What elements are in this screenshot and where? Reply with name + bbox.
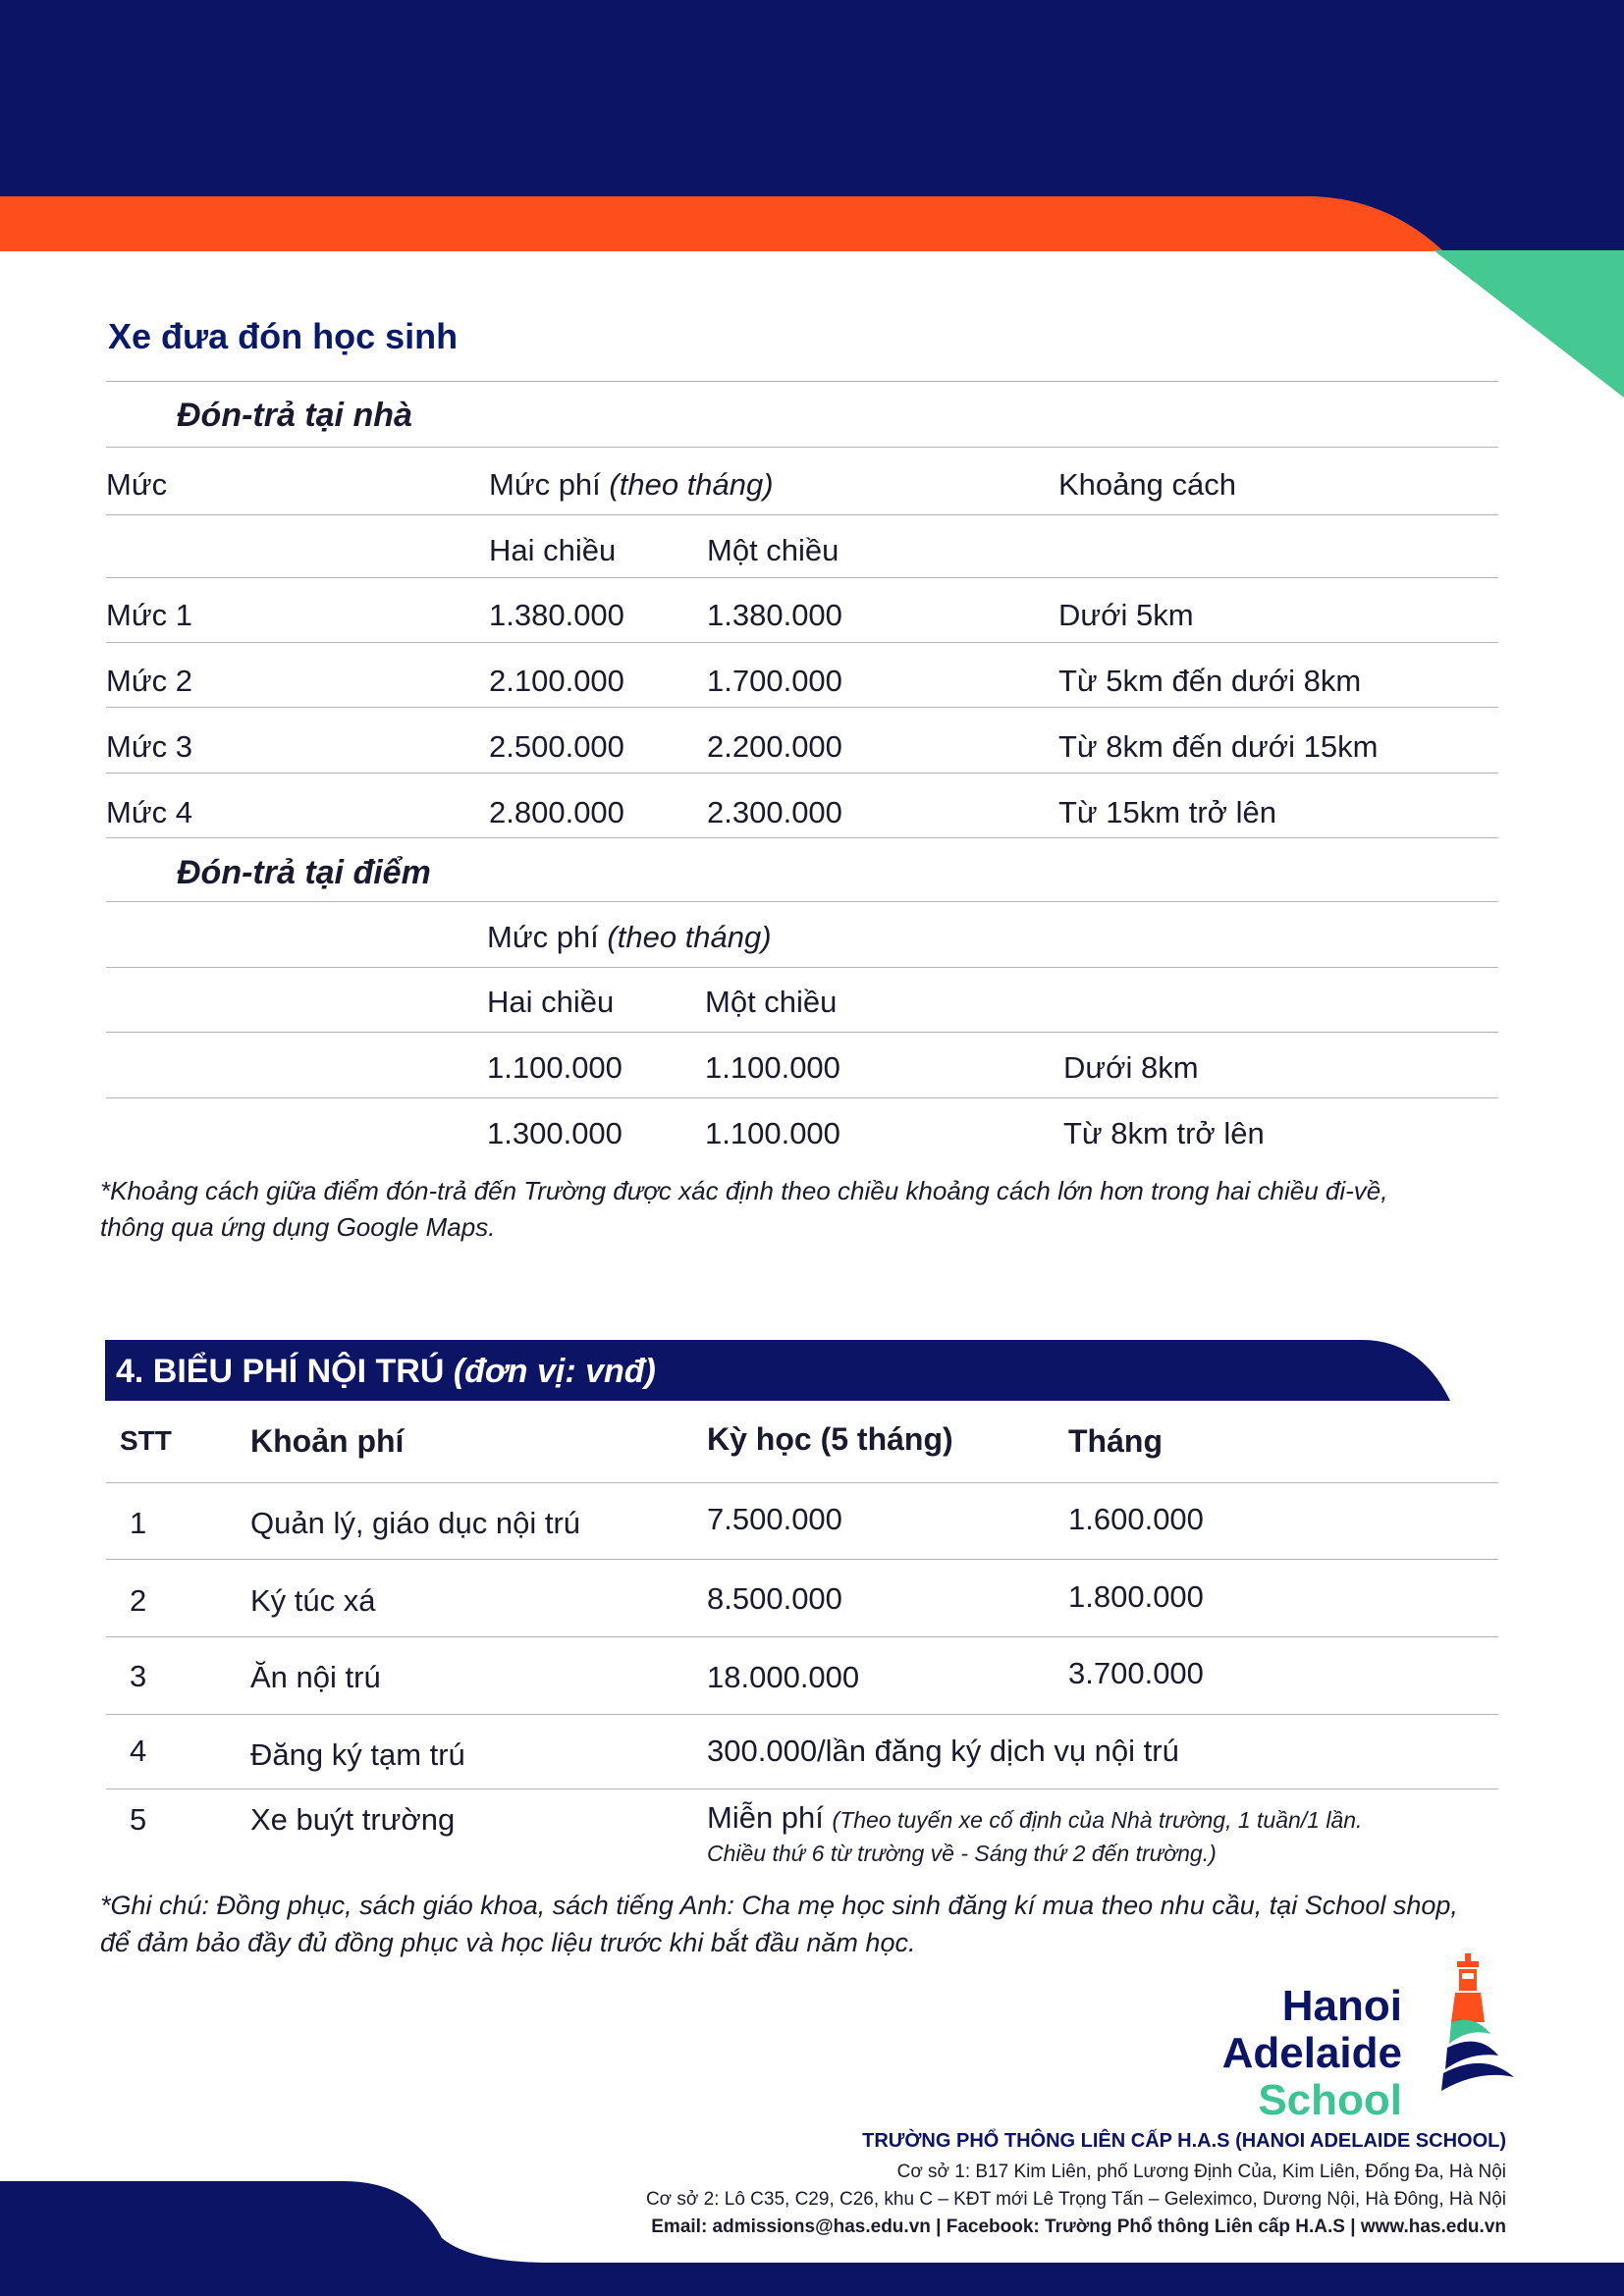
table-cell: 1.100.000 bbox=[487, 1050, 623, 1085]
table-cell: Mức 2 bbox=[106, 664, 192, 698]
col-two-way-header: Hai chiều bbox=[489, 533, 617, 567]
boarding-title-text: 4. BIỂU PHÍ NỘI TRÚ bbox=[116, 1353, 445, 1390]
table-cell: Dưới 8km bbox=[1063, 1050, 1199, 1085]
table-cell: 8.500.000 bbox=[707, 1581, 842, 1616]
table-cell: Quản lý, giáo dục nội trú bbox=[250, 1506, 581, 1540]
table-cell: Ký túc xá bbox=[250, 1583, 376, 1618]
divider bbox=[106, 967, 1498, 968]
table-cell: 3.700.000 bbox=[1068, 1656, 1204, 1690]
point-col-fee-unit: (theo tháng) bbox=[607, 920, 772, 954]
table-cell: Từ 15km trở lên bbox=[1058, 795, 1276, 829]
table-cell: 1.100.000 bbox=[705, 1050, 840, 1085]
col-distance-header: Khoảng cách bbox=[1058, 467, 1236, 502]
table-cell: 1.700.000 bbox=[707, 664, 842, 698]
lighthouse-icon bbox=[1435, 1953, 1514, 2101]
table-cell: 2.500.000 bbox=[489, 729, 624, 764]
bus-free-value: Miễn phí bbox=[707, 1800, 824, 1835]
divider bbox=[106, 837, 1498, 838]
footer-school-name: TRƯỜNG PHỔ THÔNG LIÊN CẤP H.A.S (HANOI ADELAIDE SCHOOL) bbox=[862, 2130, 1506, 2152]
table-cell: 3 bbox=[130, 1659, 147, 1693]
table-cell: Mức 1 bbox=[106, 598, 192, 632]
divider bbox=[106, 707, 1498, 708]
col-fee-header bbox=[489, 467, 774, 503]
table-cell: 1.100.000 bbox=[705, 1116, 840, 1150]
header-decoration bbox=[0, 0, 1624, 255]
header-item: Khoản phí bbox=[250, 1423, 405, 1459]
point-col-fee-label: Mức phí bbox=[487, 920, 599, 954]
bus-free-detail: Chiều thứ 6 từ trường về - Sáng thứ 2 đến trường.) bbox=[707, 1841, 1217, 1866]
boarding-note-line: để đảm bảo đầy đủ đồng phục và học liệu trước khi bắt đầu năm học. bbox=[100, 1928, 916, 1957]
divider bbox=[106, 1097, 1498, 1098]
table-cell: 18.000.000 bbox=[707, 1660, 860, 1694]
header-stt: STT bbox=[120, 1425, 172, 1456]
teal-corner-shape bbox=[1434, 250, 1624, 400]
table-cell: 2.200.000 bbox=[707, 729, 842, 764]
bus-note-line: thông qua ứng dụng Google Maps. bbox=[100, 1212, 496, 1242]
table-cell: Mức 4 bbox=[106, 795, 192, 829]
table-cell: 2 bbox=[130, 1583, 147, 1618]
table-cell: Từ 8km trở lên bbox=[1063, 1116, 1265, 1150]
footer-campus2: Cơ sở 2: Lô C35, C29, C26, khu C – KĐT mới Lê Trọng Tấn – Geleximco, Dương Nội, Hà Đông, Hà Nội bbox=[645, 2189, 1506, 2210]
point-col-two-way-header: Hai chiều bbox=[487, 985, 615, 1019]
boarding-title-unit: (đơn vị: vnđ) bbox=[453, 1353, 656, 1390]
col-fee-unit: (theo tháng) bbox=[609, 467, 774, 502]
table-cell: Ăn nội trú bbox=[250, 1660, 381, 1694]
table-cell: 2.100.000 bbox=[489, 664, 624, 698]
table-cell: Từ 5km đến dưới 8km bbox=[1058, 664, 1362, 698]
table-cell: 2.300.000 bbox=[707, 795, 842, 829]
divider bbox=[106, 901, 1498, 902]
table-cell: Xe buýt trường bbox=[250, 1802, 456, 1837]
bus-note-line: *Khoảng cách giữa điểm đón-trả đến Trường được xác định theo chiều khoảng cách lớn hơn trong hai chiều đi-về, bbox=[100, 1176, 1388, 1205]
point-col-fee-header bbox=[487, 920, 772, 955]
table-cell: 7.500.000 bbox=[707, 1502, 842, 1536]
col-one-way-header: Một chiều bbox=[707, 533, 839, 567]
table-cell: Từ 8km đến dưới 15km bbox=[1058, 729, 1379, 764]
divider bbox=[106, 514, 1498, 515]
table-cell bbox=[707, 1802, 1362, 1869]
divider bbox=[106, 577, 1498, 578]
boarding-note-line: *Ghi chú: Đồng phục, sách giáo khoa, sách tiếng Anh: Cha mẹ học sinh đăng kí mua theo nhu cầu, tại School shop, bbox=[100, 1891, 1458, 1920]
logo-school: School bbox=[1258, 2076, 1402, 2124]
table-cell: 1 bbox=[130, 1506, 147, 1540]
bus-free-detail: (Theo tuyến xe cố định của Nhà trường, 1 tuần/1 lần. bbox=[832, 1807, 1363, 1833]
header-month: Tháng bbox=[1068, 1423, 1163, 1459]
divider bbox=[106, 1636, 1498, 1637]
table-cell: 1.600.000 bbox=[1068, 1502, 1204, 1536]
footer-campus1: Cơ sở 1: B17 Kim Liên, phố Lương Định Của, Kim Liên, Đống Đa, Hà Nội bbox=[896, 2162, 1506, 2182]
bus-section-title: Xe đưa đón học sinh bbox=[108, 316, 459, 356]
boarding-note bbox=[100, 1887, 1458, 1961]
divider bbox=[106, 381, 1498, 382]
divider bbox=[106, 1032, 1498, 1033]
point-col-one-way-header: Một chiều bbox=[705, 985, 838, 1019]
school-logo bbox=[1221, 1953, 1512, 2124]
divider bbox=[106, 773, 1498, 774]
header-term: Kỳ học (5 tháng) bbox=[707, 1421, 953, 1457]
bus-note bbox=[100, 1173, 1387, 1246]
col-level-header: Mức bbox=[106, 467, 168, 502]
footer-contact: Email: admissions@has.edu.vn | Facebook: Trường Phổ thông Liên cấp H.A.S | www.has.edu.vn bbox=[651, 2216, 1506, 2237]
table-cell: 1.300.000 bbox=[487, 1116, 623, 1150]
table-cell: 5 bbox=[130, 1802, 147, 1837]
footer-decoration bbox=[0, 2160, 1624, 2296]
point-pickup-title: Đón-trả tại điểm bbox=[177, 854, 431, 891]
table-cell: 2.800.000 bbox=[489, 795, 624, 829]
table-cell: 300.000/lần đăng ký dịch vụ nội trú bbox=[707, 1734, 1179, 1768]
table-cell: Mức 3 bbox=[106, 729, 192, 764]
divider bbox=[106, 1559, 1498, 1560]
col-fee-label: Mức phí bbox=[489, 467, 601, 502]
table-cell: 1.380.000 bbox=[489, 598, 624, 632]
home-pickup-title: Đón-trả tại nhà bbox=[177, 397, 412, 434]
table-cell: Đăng ký tạm trú bbox=[250, 1737, 465, 1772]
boarding-title bbox=[116, 1353, 656, 1391]
divider bbox=[106, 1482, 1498, 1483]
table-cell: 4 bbox=[130, 1734, 147, 1768]
table-cell: Dưới 5km bbox=[1058, 598, 1194, 632]
divider bbox=[106, 1714, 1498, 1715]
divider bbox=[106, 642, 1498, 643]
logo-hanoi: Hanoi bbox=[1281, 1982, 1402, 2030]
table-cell: 1.800.000 bbox=[1068, 1579, 1204, 1614]
divider bbox=[106, 447, 1498, 448]
table-cell: 1.380.000 bbox=[707, 598, 842, 632]
logo-adelaide: Adelaide bbox=[1221, 2029, 1402, 2077]
